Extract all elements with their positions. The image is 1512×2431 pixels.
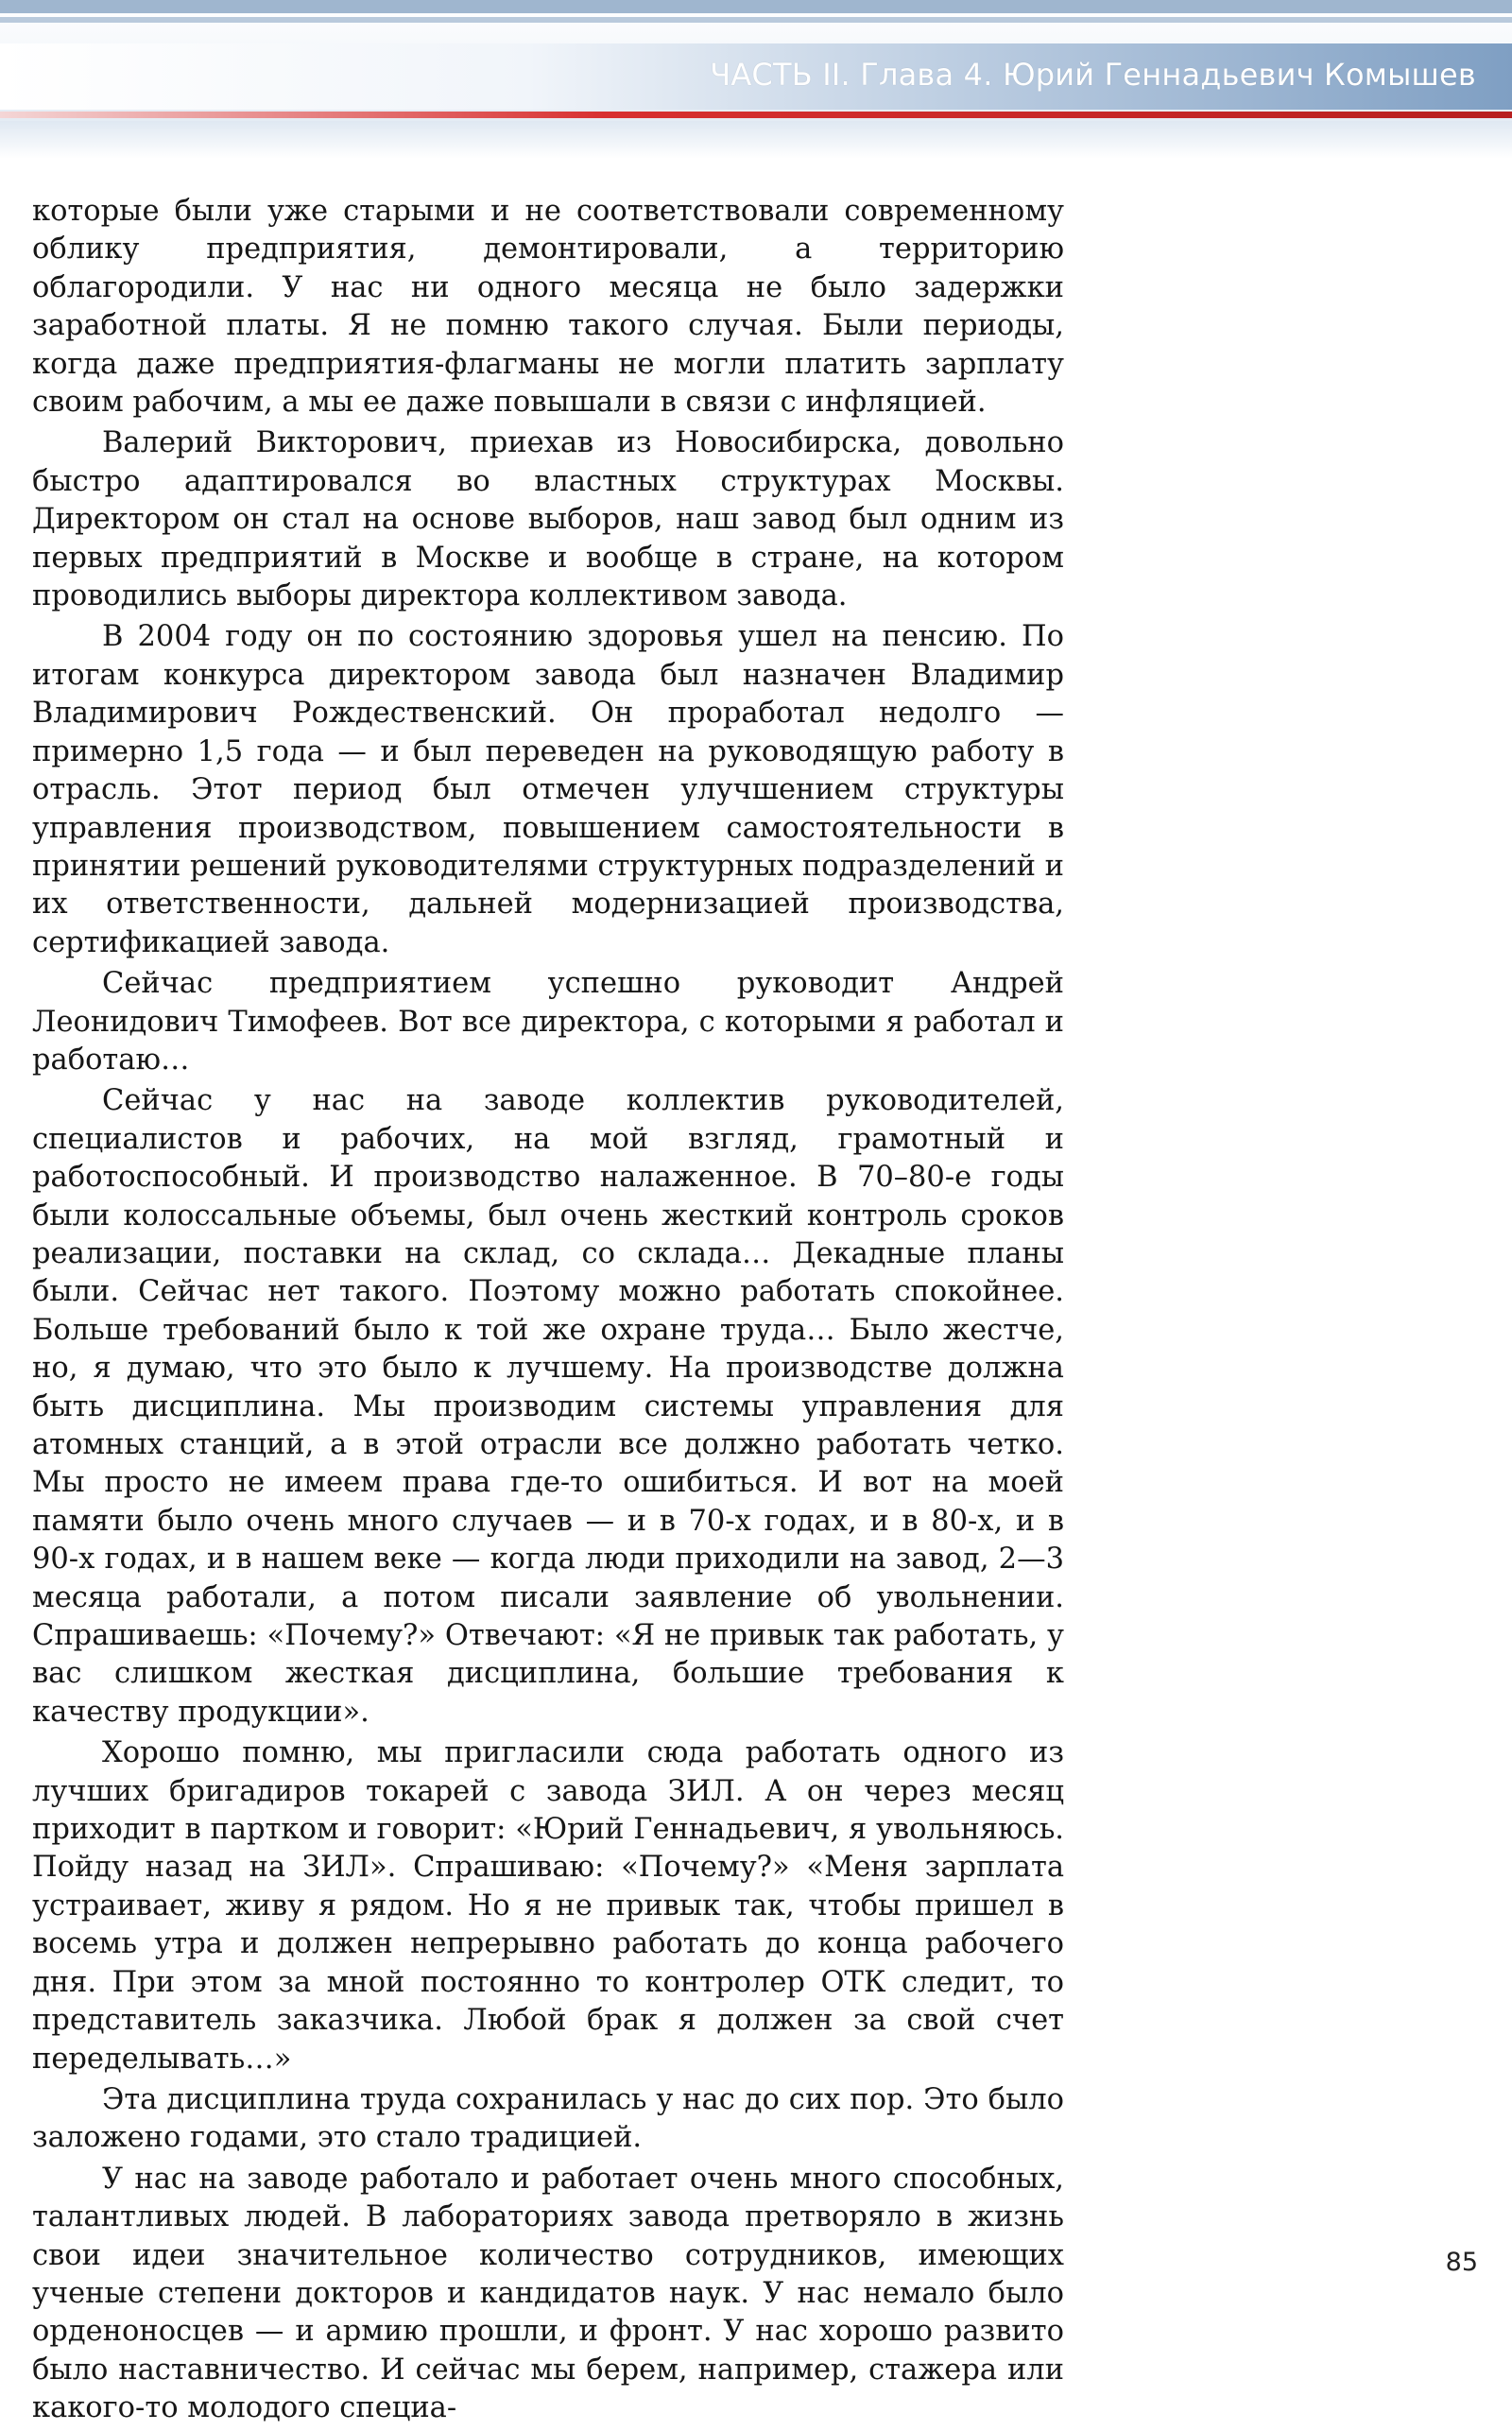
- paragraph-4: Сейчас предприятием успешно руководит Андрей Леонидович Тимофеев. Вот все директора, с которыми я работал и работаю…: [32, 967, 1064, 1077]
- page-number: 85: [1445, 2248, 1478, 2277]
- paragraph-5: Сейчас у нас на заводе коллектив руководителей, специалистов и рабочих, на мой взгляд, грамотный и работоспособный. И производство налаженное. В 70–80-е годы были колоссальные объемы, был очень жесткий контроль сроков реализации, поставки на склад, со склада… Декадные планы были. Сейчас нет такого. Поэтому можно работать спокойнее. Больше требований было к той же охране труда… Было жестче, но, я думаю, что это было к лучшему. На производстве должна быть дисциплина. Мы производим системы управления для атомных станций, а в этой отрасли все должно работать четко. Мы просто не имеем права где-то ошибиться. И вот на моей памяти было очень много случаев — и в 70-х годах, и в 80-х, и в 90-х годах, и в нашем веке — когда люди приходили на завод, 2—3 месяца работали, а потом писали заявление об увольнении. Спрашиваешь: «Почему?» Отвечают: «Я не привык так работать, у вас слишком жесткая дисциплина, большие требования к качеству продукции».: [32, 1084, 1064, 1729]
- paragraph-8: У нас на заводе работало и работает очень много способных, талантливых людей. В лабораториях завода претворяло в жизнь свои идеи значительное количество сотрудников, имеющих ученые степени докторов и кандидатов наук. У нас немало было орденоносцев — и армию прошли, и фронт. У нас хорошо развито было наставничество. И сейчас мы берем, например, стажера или какого-то молодого специа-: [32, 2162, 1064, 2425]
- paragraph-3: В 2004 году он по состоянию здоровья ушел на пенсию. По итогам конкурса директором завода был назначен Владимир Владимирович Рождественский. Он проработал недолго — примерно 1,5 года — и был переведен на руководящую работу в отрасль. Этот период был отмечен улучшением структуры управления производством, повышением самостоятельности в принятии решений руководителями структурных подразделений и их ответственности, дальней модернизацией производства, сертификацией завода.: [32, 620, 1064, 959]
- paragraph-7: Эта дисциплина труда сохранилась у нас до сих пор. Это было заложено годами, это стало традицией.: [32, 2082, 1064, 2155]
- header-red-rule: [0, 112, 1512, 118]
- running-head: ЧАСТЬ II. Глава 4. Юрий Геннадьевич Комышев: [710, 57, 1476, 93]
- header-secondary-stripe: [0, 17, 1512, 23]
- paragraph-2: Валерий Викторович, приехав из Новосибирска, довольно быстро адаптировался во властных структурах Москвы. Директором он стал на основе выборов, наш завод был одним из первых предприятий в Москве и вообще в стране, на котором проводились выборы директора коллективом завода.: [32, 426, 1064, 613]
- paragraph-1: которые были уже старыми и не соответствовали современному облику предприятия, демонтировали, а территорию облагородили. У нас ни одного месяца не было задержки заработной платы. Я не помню такого случая. Были периоды, когда даже предприятия-флагманы не могли платить зарплату своим рабочим, а мы ее даже повышали в связи с инфляцией.: [32, 195, 1064, 420]
- paragraph-6: Хорошо помню, мы пригласили сюда работать одного из лучших бригадиров токарей с завода ЗИЛ. А он через месяц приходит в партком и говорит: «Юрий Геннадьевич, я увольняюсь. Пойду назад на ЗИЛ». Спрашиваю: «Почему?» «Меня зарплата устраивает, живу я рядом. Но я не привык так, чтобы пришел в восемь утра и должен непрерывно работать до конца рабочего дня. При этом за мной постоянно то контролер ОТК следит, то представитель заказчика. Любой брак я должен за свой счет переделывать…»: [32, 1736, 1064, 2076]
- header-fade: [0, 121, 1512, 159]
- header-top-stripe: [0, 0, 1512, 13]
- body-text: [32, 193, 1064, 2431]
